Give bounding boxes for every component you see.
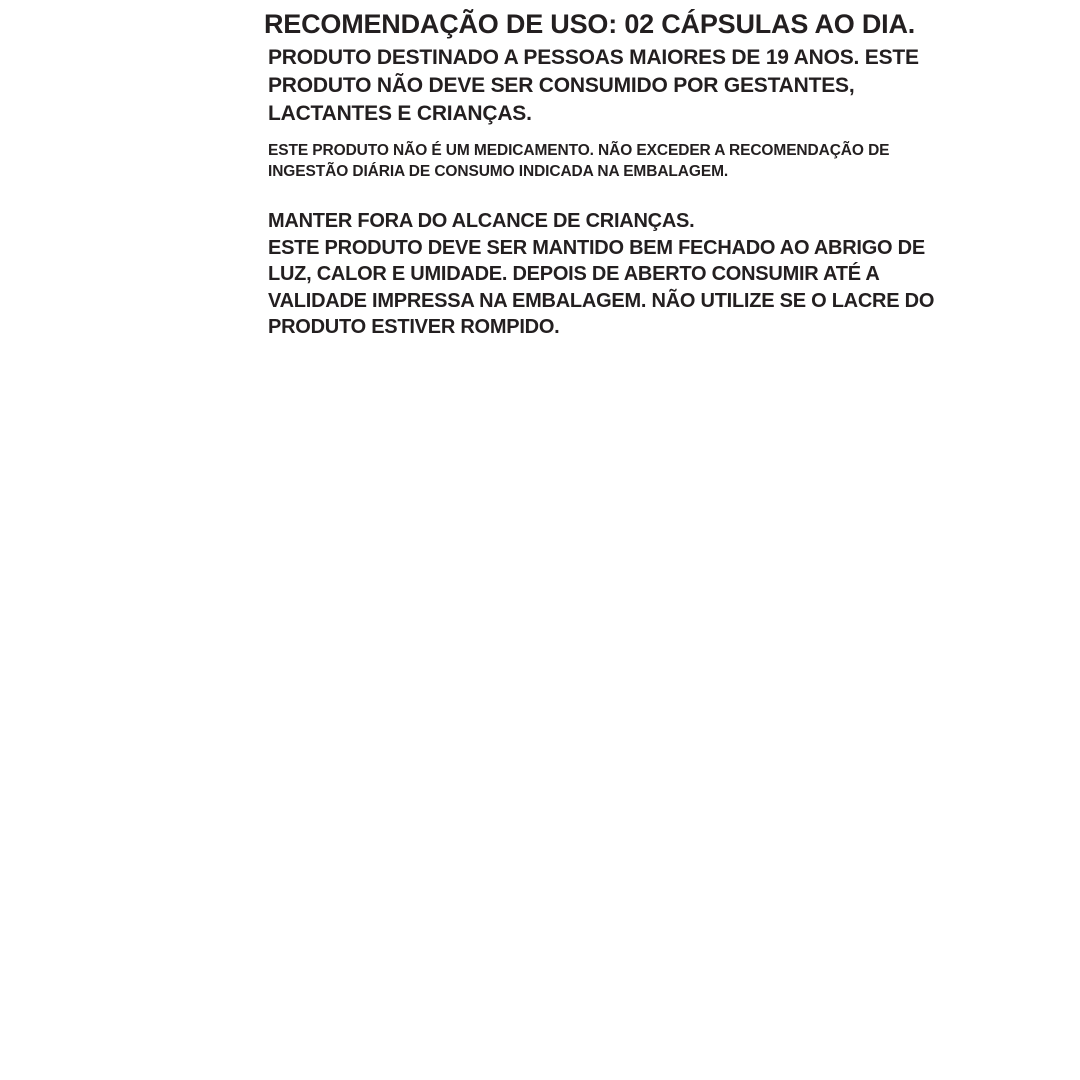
medicine-notice-line: ESTE PRODUTO NÃO É UM MEDICAMENTO. NÃO EXCEDER A RECOMENDAÇÃO DE bbox=[268, 142, 890, 159]
storage-line: PRODUTO ESTIVER ROMPIDO. bbox=[268, 316, 560, 338]
storage-line: LUZ, CALOR E UMIDADE. DEPOIS DE ABERTO CONSUMIR ATÉ A bbox=[268, 263, 880, 285]
usage-recommendation-title: RECOMENDAÇÃO DE USO: 02 CÁPSULAS AO DIA. bbox=[264, 9, 916, 39]
age-warning-line: LACTANTES E CRIANÇAS. bbox=[268, 102, 532, 125]
age-warning-line: PRODUTO NÃO DEVE SER CONSUMIDO POR GESTANTES, bbox=[268, 74, 855, 97]
storage-line: ESTE PRODUTO DEVE SER MANTIDO BEM FECHADO AO ABRIGO DE bbox=[268, 236, 925, 259]
medicine-notice-line: INGESTÃO DIÁRIA DE CONSUMO INDICADA NA EMBALAGEM. bbox=[268, 163, 729, 180]
age-warning-line: PRODUTO DESTINADO A PESSOAS MAIORES DE 19 ANOS. ESTE bbox=[268, 46, 919, 69]
not-a-medicine-notice bbox=[268, 140, 948, 182]
storage-warnings bbox=[268, 208, 948, 341]
age-restriction-warning bbox=[268, 44, 938, 128]
storage-line: VALIDADE IMPRESSA NA EMBALAGEM. NÃO UTILIZE SE O LACRE DO bbox=[268, 289, 935, 312]
keep-away-from-children: MANTER FORA DO ALCANCE DE CRIANÇAS. bbox=[268, 210, 695, 232]
